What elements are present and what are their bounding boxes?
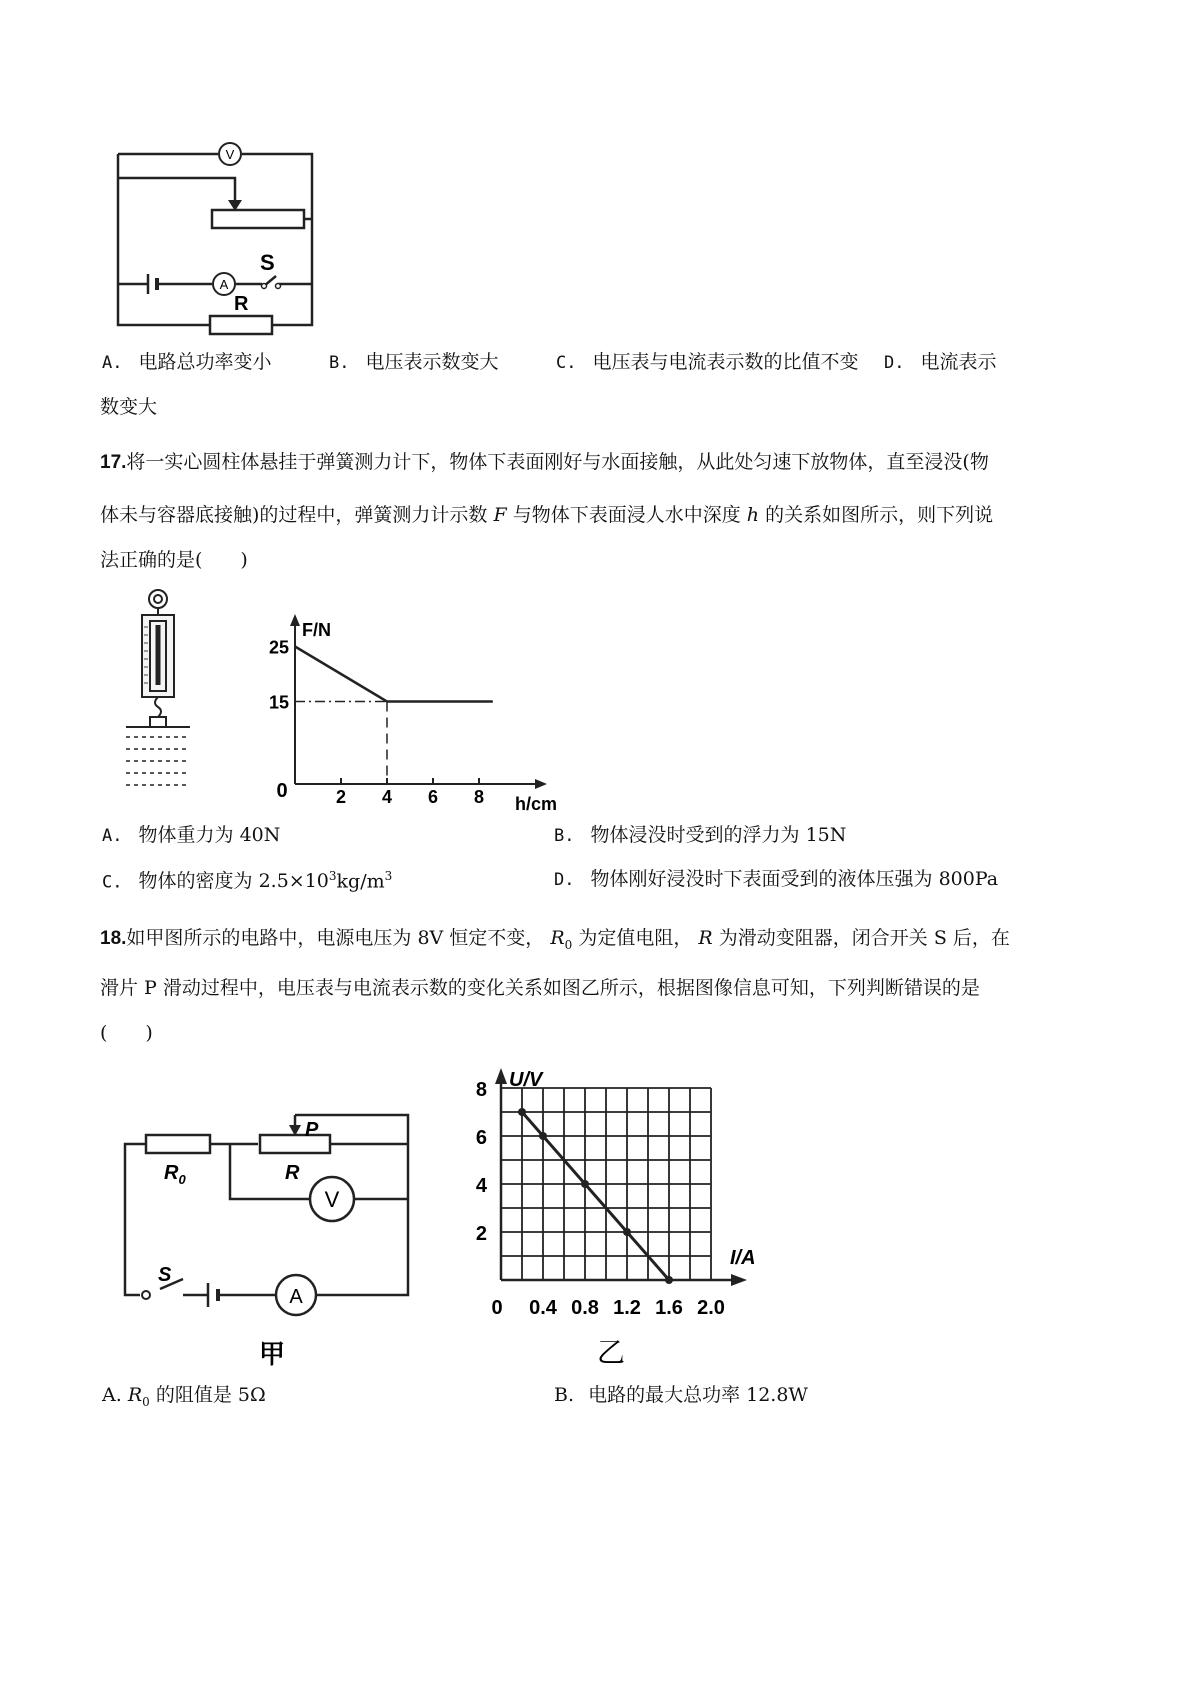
r0-label: $R_0$ <box>164 1162 186 1187</box>
q17-line-1: 17.将一实心圆柱体悬挂于弹簧测力计下，物体下表面刚好与水面接触，从此处匀速下放物体，直至浸没(物 <box>100 451 989 473</box>
q16-option-a: A. 电路总功率变小 <box>102 351 272 373</box>
q18-option-a: A. $R_0$ 的阻值是 5Ω <box>102 1384 266 1409</box>
data-point <box>518 1108 526 1116</box>
switch-label: S <box>158 1264 172 1286</box>
ammeter-label: A <box>219 277 229 292</box>
y-tick-label: 4 <box>475 1175 487 1197</box>
p-label: P <box>305 1119 319 1141</box>
y-tick-label: 8 <box>475 1079 487 1101</box>
x-tick-label: 6 <box>427 787 439 807</box>
q18-line-3: ( ) <box>100 1022 153 1044</box>
y-tick-label: 15 <box>268 692 289 713</box>
x-axis-arrow-icon <box>535 779 547 789</box>
x-axis-label: I/A <box>730 1247 756 1269</box>
q16-option-d: D. 电流表示 <box>884 351 997 373</box>
q18-circuit-diagram <box>110 1075 430 1370</box>
x-tick-label: 1.6 <box>655 1297 683 1319</box>
y-axis-arrow-icon <box>290 614 300 626</box>
q16-circuit-diagram <box>100 140 340 355</box>
y-tick-label: 25 <box>268 637 289 658</box>
water-surface-lines <box>126 737 190 785</box>
caption-yi: 乙 <box>596 1337 626 1368</box>
resistor-label: R <box>234 293 249 315</box>
y-tick-label: 2 <box>475 1223 487 1245</box>
q17-option-d: D. 物体刚好浸没时下表面受到的液体压强为 800Pa <box>554 868 999 890</box>
y-tick-label: 6 <box>475 1127 487 1149</box>
q16-option-c: C. 电压表与电流表示数的比值不变 <box>556 351 859 373</box>
x-tick-label: 8 <box>473 787 485 807</box>
data-point <box>581 1180 589 1188</box>
q17-line-3: 法正确的是( ) <box>100 549 248 571</box>
origin-label: 0 <box>276 780 288 802</box>
x-tick-label: 2.0 <box>697 1297 725 1319</box>
x-tick-label: 1.2 <box>613 1297 641 1319</box>
x-tick-label: 2 <box>335 787 347 807</box>
u-i-chart <box>455 1060 795 1370</box>
q18-line-2: 滑片 P 滑动过程中，电压表与电流表示数的变化关系如图乙所示，根据图像信息可知，下列判断错误的是 <box>100 977 980 999</box>
q18-option-b: B. 电路的最大总功率 12.8W <box>554 1384 808 1406</box>
switch-label: S <box>260 250 275 275</box>
voltmeter-label: V <box>225 147 235 162</box>
data-point <box>665 1276 673 1284</box>
origin-label: 0 <box>491 1297 503 1319</box>
q18-line-1: 18.如甲图所示的电路中，电源电压为 8V 恒定不变， $R_0$ 为定值电阻， R 为滑动变阻器，闭合开关 S 后，在 <box>100 927 1010 952</box>
x-tick-label: 4 <box>381 787 393 807</box>
q17-option-a: A. 物体重力为 40N <box>102 824 281 846</box>
q16-option-b: B. 电压表示数变大 <box>329 351 499 373</box>
ammeter-label: A <box>289 1286 303 1308</box>
spring-scale-figure <box>118 585 208 805</box>
y-axis-label: U/V <box>509 1069 543 1091</box>
q16-option-d-wrap: 数变大 <box>100 396 158 418</box>
f-h-chart <box>250 600 590 815</box>
voltmeter-label: V <box>324 1187 340 1212</box>
x-axis-arrow-icon <box>731 1274 747 1286</box>
y-axis-arrow-icon <box>495 1068 507 1084</box>
caption-jia: 甲 <box>258 1339 286 1369</box>
f-series-line <box>295 647 493 702</box>
q17-line-2: 体未与容器底接触)的过程中，弹簧测力计示数 F 与物体下表面浸人水中深度 h 的关系如图所示，则下列说 <box>100 504 994 526</box>
x-axis-label: h/cm <box>515 794 558 814</box>
x-tick-label: 0.8 <box>571 1297 599 1319</box>
data-point <box>539 1132 547 1140</box>
y-axis-label: F/N <box>302 620 331 640</box>
r-label: R <box>285 1162 300 1184</box>
x-tick-label: 0.4 <box>529 1297 557 1319</box>
q17-option-c: C. 物体的密度为 $2.5\times 10^3kg/m^3$ <box>102 869 393 893</box>
q17-option-b: B. 物体浸没时受到的浮力为 15N <box>554 824 847 846</box>
data-point <box>623 1228 631 1236</box>
